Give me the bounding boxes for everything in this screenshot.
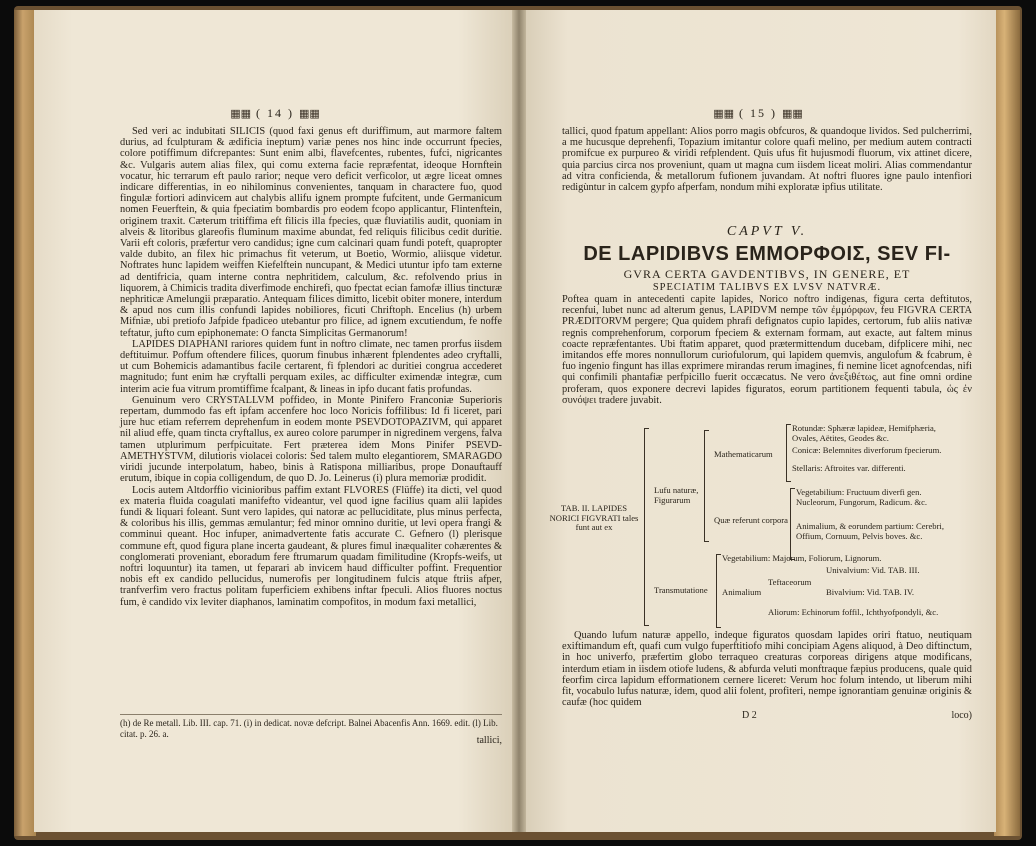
paragraph: Genuinum vero CRYSTALLVM poffideo, in Monte Pinifero Franconiæ Superioris repertam, dummodo fas eft ipfam accenfere hoc loco Noricis foffilibus: Id fi liceret, pari jure huc etiam referrem deprehenfum in eodem monte PSEVDOTOPAZIVM, qui apparet nil aliud effe, quam tincta cryftallus, ex aureo colore parumper in nigredinem vergens, falva tamen utplurimum perfpicuitate. Fert præterea idem Mons Pinifer PSEVD-AMETHYSTVM, dilutioris violacei coloris: Sed talem multo elegantiorem, SMARAGDO viridi jucunde interpolatum, habeo, binis à Ratispona milliaribus, prope Donauftauff erutum, ibique in copia colligendum, de quo D. Jo. Leinerus (i) plura memoriæ prodidit. [120,394,502,485]
paragraph: Poftea quam in antecedenti capite lapides, Norico noftro indigenas, figura certa deftitutos, recenfui, lubet nunc ad alterum genus, LAPIDVM nempe τῶν ἐμμόρφων, feu FIGVRA CERTA PRÆDITORVM pergere; Qua quidem phrafi defignatos cupio lapides, certorum, fub aliis nativæ regnis comprehenforum, corporum fpeciem & externam formam, aut exacte, aut faltem minus coacte repræfentantes. Ubi ftatim apparet, quod prætermittendum ducebam, difplicere mihi, nec imitandos effe mores nonnullorum curiofulorum, qui lapidem quemvis, angulofum & fcabrum, è fuo ingenio fingunt has illas exprimere mirandas rerum imagines, fi nemine licet agnofcendas, nifi qui confimili phantafiæ perfpicillo fuerit occæcatus. Ne vero ἀνεξιθέτως, aut fine omni ordine proferam, quos exponere decrevi lapides figuratos, eorum partitionem fequenti tabula, ὡς ἐν συνόψει tradere juvabit. [562,294,972,406]
footnotes: (h) de Re metall. Lib. III. cap. 71. (i) in dedicat. novæ defcript. Balnei Abacenfis Ann. 1669. edit. (l) Lib. citat. p. 26. a. [120,714,502,739]
table-vegetabilium: Vegetabilium: Fructuum diverfi gen. Nucleorum, Fungorum, Radicum. &c. [796,487,928,507]
table-animalium: Animalium, & eorundem partium: Cerebri, Offium, Cornuum, Pelvis boves. &c. [796,521,944,541]
chapter-subtitle-2: SPECIATIM TALIBVS EX LVSV NATVRÆ. [652,282,882,293]
book-gutter [512,10,526,832]
chapter-label: CAPVT V. [726,224,808,239]
ornament-icon: ▦▦ [230,108,251,120]
table-transmut-item: Vegetabilium: Majorum, Foliorum, Lignorum. [722,553,882,563]
running-head-right: ▦▦ ( 15 ) ▦▦ [713,106,803,120]
table-lusu: Lufu naturæ, Figurarum [654,485,699,505]
left-page [34,10,516,832]
ornament-icon: ▦▦ [782,108,803,120]
table-mathematicarum: Mathematicarum [714,449,773,459]
brace [704,430,709,542]
paragraph: Quando lufum naturæ appello, indeque figuratos quosdam lapides oriri ftatuo, neutiquam exiftimandum eft, quafi cum vulgo fuperftitiofo mihi concipiam Agens aliquod, à Deo diftinctum, in hoc univerfo, præfertim globo terraqueo creaturas corporeas dirigens atque modificans, interdum etiam in iisdem otiofe ludens, & abfurda veluti monftraque fæpius producens, quale quid feorfim circa lapidum efformationem cernere liceret: Verum hoc folum intendo, ut liberum mihi fit, vocabulo lufus naturæ, idem, quod alii folent, profiteri, nempe ignorantiam genuinæ originis & caufæ (hoc quidem [562,630,972,709]
right-bottom-text [562,630,972,708]
right-top-text [562,126,972,193]
running-head-left: ▦▦ ( 14 ) ▦▦ [230,106,320,120]
brace [786,424,791,482]
left-page-edges [14,10,36,836]
table-transmut-item: Bivalvium: Vid. TAB. IV. [826,587,915,597]
table-math-item: Rotundæ: Sphæræ lapideæ, Hemifphæria, Ovales, Aëtites, Geodes &c. [792,423,936,443]
paragraph: Sed veri ac indubitati SILICIS (quod faxi genus eft duriffimum, aut marmore faltem durius, ad fculpturam & ædificia ineptum) variæ penes nos hinc inde occurrunt fpecies, colore potiffimum difcrepantes: Sunt enim albi, flavefcentes, rubentes, fufci, nigricantes &c. Vulgaris autem alias filex, qui comu externa facie repræfentat, ideoque Hornftein vocatur, hic terrarum eft paulo rarior; neque vero deficit verficolor, ut ægre liceat omnes indicare differentias, in eo nihilominus convenientes, tanquam in charactere fuo, quod fingulæ fortiori adinvicem aut chalybis allifu ignem prompte fufcitent, unde Germanicum nomen Feuerftein, & quia fpeciatim bombardis pro eodem fcopo applicantur, Flintenftein, originem traxit. Cæterum tritiffima eft filicis illa fpecies, quæ fluviatilis audit, quoniam in alveis & litoribus glareofis fluminum maxime abundat, fed reliquis filicibus cedit duritie. Varii eft coloris, præfertur vero candidus; igne cum calcinari quam fundi poteft, quapropter valde dubito, an filex hic primachus fit veterum, ut Boetio, Wormio, aliisque videtur. Noftrates hunc lapidem weiffen Kiefelftein nuncupant, & Medici utuntur ipfo tam externe ad dentifricia, quam interne contra nephritidem, calculum, &c. refolvendo prius in liquorem, à Chimicis tradita diverfimode enchirefi, quo fpectat ecian famofæ illius tincturæ nephriticæ Amelungii præparatio. Antequam filices dimitto, licebit obiter monere, interdum & apud nos cum illis confundi lapides nobiliores, ficuti Chriftoph. Encelius (h) urbem Mifniæ, ubi pretiofo Jafpide fpadiceo utebantur pro filice, ad ignem excutiendum, fe noffe teftatur, jufto cum epiphonemate: O fancta Simplicitas Germanorum! [120,126,502,339]
table-transmut-item: Animalium [722,587,762,597]
brace [716,554,721,628]
table-transmut-item: Teftaceorum [768,577,812,587]
table-transmut-item: Aliorum: Echinorum foffil., Ichthyofpondyli, &c. [768,607,939,617]
table-transmutatione: Transmutatione [654,585,708,595]
right-page-edges [994,10,1020,836]
brace [790,488,795,560]
chapter-heading [562,224,972,293]
table-root: TAB. II. LAPIDES NORICI FIGVRATI tales funt aut ex [549,503,639,533]
table-math-item: Conicæ: Belemnites diverforum fpecierum. [792,445,942,455]
paragraph: tallici, quod fpatum appellant: Alios porro magis obfcuros, & quandoque lividos. Sed pulcherrimi, a me hucusque deprehenfi, Topazium imitantur colore quafi melino, per medium autem contracti promifcue ex purpureo & viridi refplendent. Quis ufus fit hujusmodi fluorum, vix attinet dicere, quia parcius circa nos provenìunt, quam ut magna cum iisdem liceat moliri. Alias commendantur ad vitra conficienda, & metallorum fufionem juvandam. At noftri fluores igne paulo intenfiori redigùntur in calcem gypfo afperfam, nondum mihi exploratæ ipfius utilitate. [562,126,972,194]
right-page [520,10,996,832]
signature-mark: D 2 [742,710,757,721]
left-body-text [120,126,502,608]
ornament-icon: ▦▦ [299,108,320,120]
table-math-item: Stellaris: Aftroites var. differenti. [792,463,906,473]
chapter-subtitle: GVRA CERTA GAVDENTIBVS, IN GENERE, ET [623,267,911,281]
table-quae: Quæ referunt corpora [714,515,788,525]
catchword-right: loco) [951,710,972,721]
table-transmut-item: Univalvium: Vid. TAB. III. [826,565,920,575]
brace [644,428,649,626]
right-intro-text [562,294,972,406]
catchword-left: tallici, [476,735,502,746]
chapter-title: DE LAPIDIBVS EMMOPΦOIΣ, SEV FI- [583,243,951,265]
paragraph: Locis autem Altdorffio vicinioribus paffim extant FLVORES (Flüffe) ita dicti, vel quod ex materia fluida coagulati manifefto videantur, vel quod igne facilius quam alii lapides fundi & liquari foleant. Sunt vero lapides, qui natoræ ac pelluciditate, plus minus perfecta, & coloribus his illis, gemmas æmulantur; fed minor omnino duritie, ut levi opera frangi & comminui queant. Hoc infuper, animadvertente fatis accurate C. Gefnero (l) plerisque commune eft, quod figura plane incerta gaudeant, & plures fimul inæqualiter cohærentes & conglomerati proveniant, eboradum fere ftrumarum quadam fimilitudine (Kropfs-weifs, ut noftri loquuntur) ita tamen, ut feparari ab invicem haud difficulter poffint. Frequentior nobis eft ex candido pellucidus, numerofis per longitudinem fulcis atque ftriis afper, tranfverfim vero fractus politam fuperficiem exhibens inftar fpeculi. Alios fluores noctus fum, è candido vix leviter diaphanos, laminatim compofitos, in modum faxi metallici, [120,484,502,608]
ornament-icon: ▦▦ [713,108,734,120]
paragraph: LAPIDES DIAPHANI rariores quidem funt in noftro climate, nec tamen prorfus iisdem deftituimur. Poffum oftendere filices, quorum finubus inhærent fplendentes adeo cryftalli, ut cum Bohemicis adamantibus facile certarent, fi fplendori ac duritiei congrua accederet magnitudo; funt enim hæ cryftalli perquam exiles, ac difficulter eximendæ integræ, cum interim acie fua vitrum promtiffime fcalpant, & lineas in ipfo ducant fatis profundas. [120,338,502,395]
